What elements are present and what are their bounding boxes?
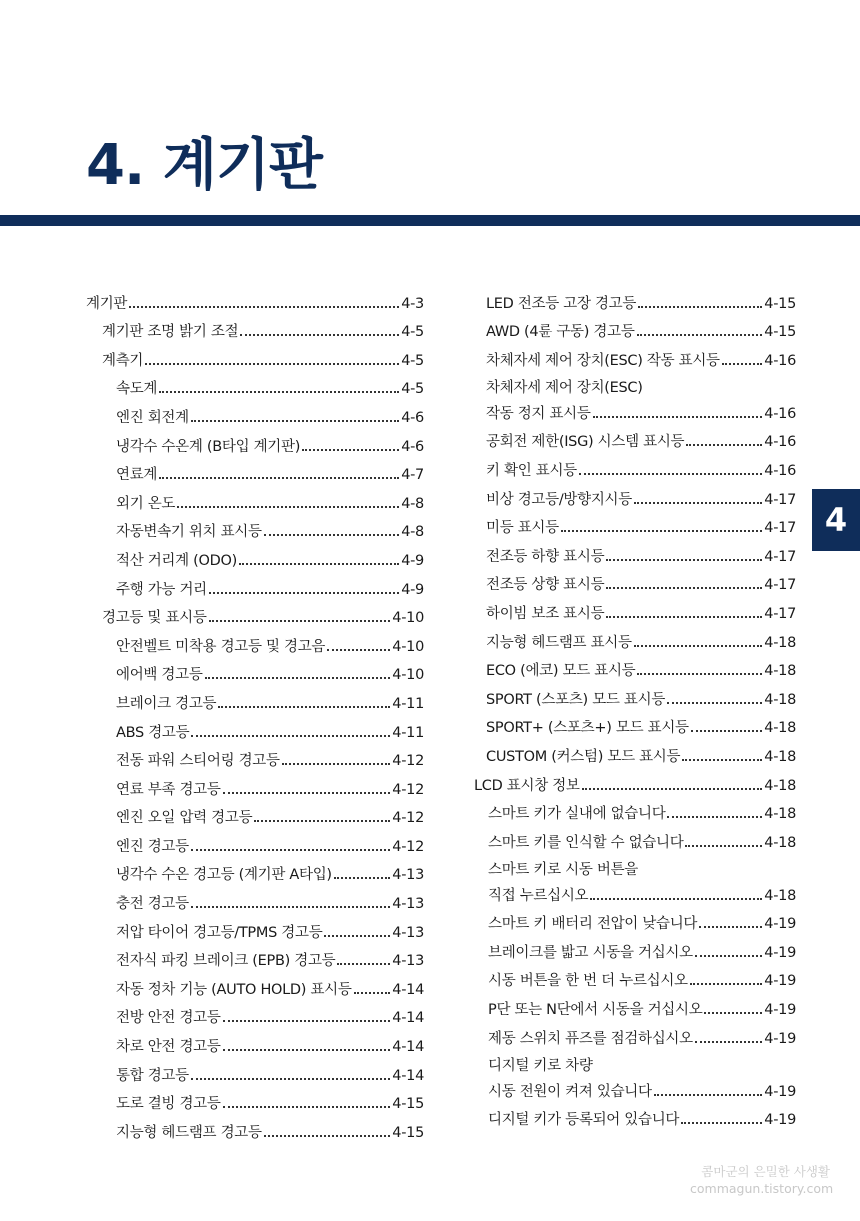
toc-entry[interactable] [474,824,796,853]
toc-entry-label: 비상 경고등/방향지시등 [486,491,632,508]
toc-entry-label: 시동 버튼을 한 번 더 누르십시오 [488,973,688,990]
toc-entry[interactable] [474,342,796,371]
toc-entry-label: 전조등 상향 표시등 [486,577,605,594]
dot-leader [209,620,391,622]
chapter-title: 4. 계기판 [86,133,323,198]
toc-entry-label: 시동 전원이 켜져 있습니다 [488,1083,652,1100]
toc-entry-label: 스마트 키 배터리 전압이 낮습니다 [488,916,698,933]
dot-leader [159,391,399,393]
watermark-title: 콤마군의 은밀한 사생활 [701,1164,830,1179]
toc-entry-label: SPORT (스포츠) 모드 표시등 [486,691,666,708]
dot-leader [593,416,763,418]
toc-entry[interactable] [474,595,796,624]
toc-entry[interactable] [86,1028,424,1057]
toc-entry-label: 속도계 [116,381,158,398]
dot-leader [191,420,399,422]
dot-leader [223,1106,391,1108]
toc-entry-label: LED 전조등 고장 경고등 [486,295,637,312]
toc-entry-page: 4-12 [392,838,424,855]
toc-entry-page: 4-9 [401,581,424,598]
toc-entry-label: 스마트 키를 인식할 수 없습니다 [488,834,684,851]
toc-entry-label: 연료계 [116,467,158,484]
toc-entry-label: 공회전 제한(ISG) 시스템 표시등 [486,434,685,451]
dot-leader [685,845,762,847]
toc-entry[interactable] [474,285,796,314]
toc-entry-page: 4-17 [764,520,796,537]
toc-entry-page: 4-13 [392,896,424,913]
dot-leader [240,334,399,336]
toc-entry[interactable] [86,771,424,800]
toc-entry-label: 전동 파워 스티어링 경고등 [116,753,280,770]
toc-entry-label: 차로 안전 경고등 [116,1039,221,1056]
toc-entry-label: 경고등 및 표시등 [102,610,207,627]
toc-entry-page: 4-17 [764,548,796,565]
toc-entry-label: 미등 표시등 [486,520,559,537]
toc-entry-label: AWD (4륜 구동) 경고등 [486,324,635,341]
toc-entry[interactable] [86,1086,424,1115]
dot-leader [579,473,762,475]
chapter-tab[interactable]: 4 [812,489,860,551]
toc-entry-page: 4-11 [392,695,424,712]
dot-leader [667,816,762,818]
toc-entry-page: 4-8 [401,495,424,512]
toc-entry[interactable] [474,681,796,710]
toc-entry-page: 4-16 [764,462,796,479]
toc-entry-page: 4-14 [392,1067,424,1084]
toc-entry-label: 연료 부족 경고등 [116,781,221,798]
dot-leader [682,759,762,761]
toc-entry-label: 하이빔 보조 표시등 [486,605,605,622]
toc-entry-page: 4-18 [764,748,796,765]
dot-leader [191,735,390,737]
toc-entry-label: 외기 온도 [116,495,176,512]
dot-leader [264,534,400,536]
toc-entry-label: 통합 경고등 [116,1067,189,1084]
toc-entry-page: 4-10 [392,610,424,627]
toc-entry[interactable] [474,710,796,739]
dot-leader [159,477,399,479]
toc-entry-label: 충전 경고등 [116,896,189,913]
toc-entry-page: 4-13 [392,953,424,970]
toc-entry-label: 적산 거리계 (ODO) [116,552,237,569]
toc-entry-label: 주행 가능 거리 [116,581,207,598]
toc-entry-page: 4-5 [401,352,424,369]
toc-entry[interactable] [474,934,796,963]
toc-entry-label-first-line: 차체자세 제어 장치(ESC) [486,379,643,396]
toc-entry[interactable] [474,906,796,935]
dot-leader [606,587,762,589]
toc-entry-label: 도로 결빙 경고등 [116,1096,221,1113]
toc-entry-label: 지능형 헤드램프 경고등 [116,1124,262,1141]
toc-entry-label: 자동 정차 기능 (AUTO HOLD) 표시등 [116,981,352,998]
dot-leader [209,592,399,594]
toc-entry[interactable] [474,538,796,567]
toc-entry-page: 4-12 [392,753,424,770]
toc-entry-page: 4-19 [764,1083,796,1100]
toc-entry-page: 4-10 [392,667,424,684]
toc-entry-page: 4-6 [401,409,424,426]
toc-entry[interactable] [474,963,796,992]
toc-entry[interactable] [86,285,424,314]
toc-entry-label: 지능형 헤드램프 표시등 [486,634,632,651]
dot-leader [191,849,390,851]
toc-entry[interactable] [86,943,424,972]
toc-entry-label: 전방 안전 경고등 [116,1010,221,1027]
dot-leader [681,1122,762,1124]
toc-entry-label: 엔진 회전계 [116,409,189,426]
toc-entry-page: 4-11 [392,724,424,741]
toc-entry[interactable] [474,424,796,453]
toc-entry-page: 4-15 [392,1124,424,1141]
toc-entry[interactable] [86,743,424,772]
toc-entry[interactable] [86,800,424,829]
toc-entry[interactable] [86,342,424,371]
dot-leader [634,502,762,504]
toc-entry-page: 4-6 [401,438,424,455]
dot-leader [129,306,399,308]
toc-entry-page: 4-16 [764,352,796,369]
toc-entry[interactable] [86,314,424,343]
toc-entry-page: 4-13 [392,867,424,884]
toc-entry-page: 4-18 [764,634,796,651]
toc-entry[interactable] [474,1049,796,1102]
dot-leader [691,730,763,732]
dot-leader [722,363,763,365]
toc-entry-label: CUSTOM (커스텀) 모드 표시등 [486,748,681,765]
toc-entry[interactable] [86,714,424,743]
toc-entry[interactable] [86,371,424,400]
dot-leader [191,906,390,908]
dot-leader [590,898,762,900]
toc-entry-page: 4-14 [392,1010,424,1027]
dot-leader [334,877,391,879]
toc-entry-label: 냉각수 수온 경고등 (계기판 A타입) [116,867,332,884]
toc-entry[interactable] [86,885,424,914]
dot-leader [324,935,390,937]
toc-entry[interactable] [474,1102,796,1131]
toc-entry[interactable] [86,685,424,714]
toc-entry-page: 4-14 [392,981,424,998]
toc-entry-label: 계기판 조명 밝기 조절 [102,324,239,341]
dot-leader [191,1078,390,1080]
toc-entry[interactable] [86,628,424,657]
toc-entry[interactable] [86,600,424,629]
toc-entry-page: 4-15 [764,295,796,312]
toc-entry-page: 4-9 [401,552,424,569]
toc-entry-label: 제동 스위치 퓨즈를 점검하십시오 [488,1030,693,1047]
toc-entry-page: 4-10 [392,638,424,655]
toc-entry-label: 계측기 [102,352,144,369]
dot-leader [561,530,762,532]
toc-entry-page: 4-15 [392,1096,424,1113]
toc-entry[interactable] [86,485,424,514]
toc-entry-label: 냉각수 수온계 (B타입 계기판) [116,438,301,455]
dot-leader [606,616,762,618]
dot-leader [302,449,399,451]
dot-leader [145,363,399,365]
toc-entry-page: 4-18 [764,834,796,851]
toc-entry[interactable] [474,371,796,424]
toc-entry[interactable] [474,481,796,510]
dot-leader [218,706,390,708]
toc-entry[interactable] [474,767,796,796]
toc-entry-label: 작동 정지 표시등 [486,405,591,422]
dot-leader [699,926,762,928]
toc-entry-page: 4-12 [392,810,424,827]
toc-entry-page: 4-19 [764,1002,796,1019]
toc-entry[interactable] [86,1000,424,1029]
toc-entry-page: 4-18 [764,806,796,823]
toc-entry-page: 4-19 [764,973,796,990]
toc-entry-label-first-line: 스마트 키로 시동 버튼을 [488,861,638,878]
toc-entry-page: 4-19 [764,1030,796,1047]
toc-entry-page: 4-14 [392,1039,424,1056]
toc-entry-page: 4-18 [764,777,796,794]
toc-entry-label: ABS 경고등 [116,724,190,741]
toc-entry[interactable] [474,853,796,906]
dot-leader [223,1020,391,1022]
toc-entry[interactable] [474,991,796,1020]
watermark-url: commagun.tistory.com [690,1181,834,1196]
dot-leader [638,306,762,308]
toc-entry[interactable] [86,457,424,486]
dot-leader [205,677,391,679]
toc-entry[interactable] [86,857,424,886]
toc-entry-page: 4-16 [764,434,796,451]
toc-entry[interactable] [474,452,796,481]
toc-entry-label: SPORT+ (스포츠+) 모드 표시등 [486,720,689,737]
dot-leader [634,645,763,647]
dot-leader [637,673,762,675]
toc-entry[interactable] [86,914,424,943]
toc-entry-page: 4-17 [764,491,796,508]
toc-entry-page: 4-19 [764,916,796,933]
toc-entry[interactable] [86,971,424,1000]
dot-leader [582,788,763,790]
dot-leader [354,992,391,994]
dot-leader [254,820,390,822]
dot-leader [637,334,763,336]
toc-entry[interactable] [86,428,424,457]
toc-entry-label: ECO (에코) 모드 표시등 [486,663,636,680]
toc-entry-label: LCD 표시창 정보 [474,777,580,794]
toc-entry-page: 4-18 [764,887,796,904]
toc-entry-label: 전조등 하향 표시등 [486,548,605,565]
toc-entry-label: 키 확인 표시등 [486,462,577,479]
toc-entry-label-first-line: 디지털 키로 차량 [488,1057,593,1074]
toc-entry-label: 전자식 파킹 브레이크 (EPB) 경고등 [116,953,336,970]
toc-entry[interactable] [474,653,796,682]
toc-entry-label: 에어백 경고등 [116,667,203,684]
toc-entry[interactable] [474,624,796,653]
dot-leader [704,1012,762,1014]
dot-leader [264,1135,391,1137]
toc-entry-page: 4-19 [764,944,796,961]
toc-entry-page: 4-19 [764,1112,796,1129]
toc-entry[interactable] [474,1020,796,1049]
dot-leader [667,702,762,704]
toc-entry-label: 스마트 키가 실내에 없습니다 [488,806,666,823]
toc-entry-page: 4-18 [764,720,796,737]
dot-leader [606,559,762,561]
toc-entry-label: P단 또는 N단에서 시동을 거십시오 [488,1002,703,1019]
toc-entry-label: 차체자세 제어 장치(ESC) 작동 표시등 [486,352,720,369]
dot-leader [223,1049,391,1051]
toc-entry[interactable] [86,542,424,571]
toc-entry-label: 디지털 키가 등록되어 있습니다 [488,1112,680,1129]
toc-entry-label: 안전벨트 미착용 경고등 및 경고음 [116,638,326,655]
title-rule [0,215,860,226]
toc-entry-label: 저압 타이어 경고등/TPMS 경고등 [116,924,323,941]
toc-entry-page: 4-18 [764,663,796,680]
toc-entry-page: 4-3 [401,295,424,312]
toc-entry[interactable] [474,796,796,825]
dot-leader [239,563,399,565]
toc-entry-label: 직접 누르십시오 [488,887,589,904]
toc-entry-label: 자동변속기 위치 표시등 [116,524,262,541]
toc-entry[interactable] [86,1057,424,1086]
toc-entry-page: 4-13 [392,924,424,941]
toc-entry-page: 4-5 [401,381,424,398]
toc-entry-page: 4-17 [764,605,796,622]
toc-entry[interactable] [86,399,424,428]
toc-entry-page: 4-16 [764,405,796,422]
dot-leader [695,955,762,957]
watermark [690,1163,834,1197]
toc-entry[interactable] [86,1114,424,1143]
toc-entry-page: 4-17 [764,577,796,594]
dot-leader [177,506,399,508]
toc-entry-page: 4-18 [764,691,796,708]
toc-left-column [86,285,424,1143]
toc-entry-page: 4-7 [401,467,424,484]
dot-leader [695,1041,762,1043]
dot-leader [686,444,762,446]
toc-entry-page: 4-15 [764,324,796,341]
toc-entry-label: 엔진 경고등 [116,838,189,855]
toc-entry[interactable] [474,510,796,539]
toc-entry-label: 계기판 [86,295,128,312]
toc-entry[interactable] [86,514,424,543]
toc-right-column [474,285,796,1130]
toc-entry-label: 엔진 오일 압력 경고등 [116,810,253,827]
dot-leader [654,1094,763,1096]
toc-entry[interactable] [474,738,796,767]
toc-entry[interactable] [474,567,796,596]
toc-entry-page: 4-12 [392,781,424,798]
dot-leader [337,963,390,965]
toc-entry-label: 브레이크 경고등 [116,695,217,712]
dot-leader [690,983,763,985]
dot-leader [223,792,391,794]
toc-entry-page: 4-5 [401,324,424,341]
toc-entry[interactable] [86,657,424,686]
toc-entry[interactable] [86,828,424,857]
dot-leader [327,649,390,651]
toc-entry[interactable] [474,314,796,343]
toc-entry-page: 4-8 [401,524,424,541]
toc-entry[interactable] [86,571,424,600]
toc-entry-label: 브레이크를 밟고 시동을 거십시오 [488,944,693,961]
dot-leader [282,763,391,765]
